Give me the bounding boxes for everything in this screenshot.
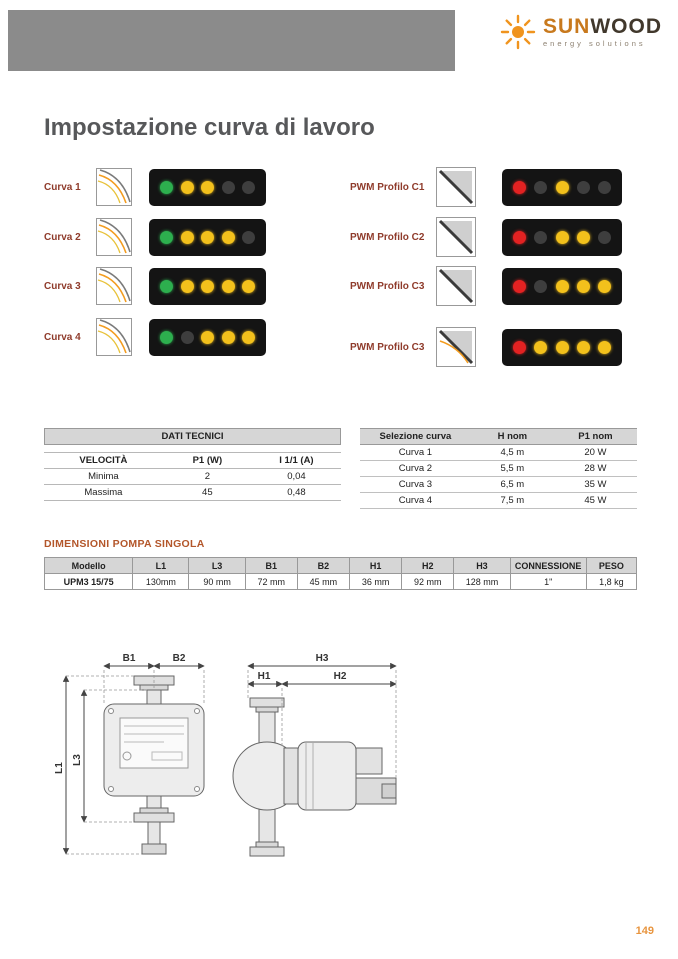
cell-model: UPM3 15/75 — [45, 574, 133, 590]
dim-label-h2: H2 — [333, 671, 347, 682]
led-yellow — [577, 231, 590, 244]
table-row — [360, 493, 637, 509]
cell: 1" — [510, 574, 586, 590]
dim-label-h1: H1 — [257, 671, 271, 682]
cell: 45 W — [554, 493, 637, 509]
led-yellow — [181, 280, 194, 293]
led-off — [242, 231, 255, 244]
led-yellow — [556, 231, 569, 244]
column-header: L1 — [133, 558, 189, 574]
column-header: H3 — [454, 558, 510, 574]
led-yellow — [222, 231, 235, 244]
column-header: CONNESSIONE — [510, 558, 586, 574]
column-header: B1 — [245, 558, 297, 574]
cell: 90 mm — [189, 574, 245, 590]
led-panel — [502, 169, 622, 206]
page-number: 149 — [635, 925, 654, 937]
led-red — [513, 341, 526, 354]
table-row — [360, 477, 637, 493]
cell: Curva 1 — [360, 445, 471, 461]
dim-label-h3: H3 — [315, 653, 329, 664]
led-off — [577, 181, 590, 194]
column-header: Selezione curva — [360, 429, 471, 445]
table-row — [360, 461, 637, 477]
cell: Minima — [44, 469, 163, 485]
led-green — [160, 280, 173, 293]
cell: Massima — [44, 485, 163, 501]
led-panel — [502, 219, 622, 256]
led-panel — [502, 329, 622, 366]
cell: 72 mm — [245, 574, 297, 590]
led-yellow — [201, 231, 214, 244]
pump-dimension-drawing — [52, 648, 407, 888]
curve-row-pwm-c3 — [350, 266, 622, 306]
curve-label: Curva 1 — [44, 181, 81, 193]
page-title: Impostazione curva di lavoro — [44, 114, 375, 141]
dati-tecnici-table — [44, 428, 341, 501]
curve-row-pwm-c1 — [350, 167, 622, 207]
table-header-row — [45, 558, 637, 574]
led-off — [598, 231, 611, 244]
sunwood-logo — [500, 14, 662, 50]
pump-side-view — [233, 698, 396, 856]
cell: 28 W — [554, 461, 637, 477]
column-header: Modello — [45, 558, 133, 574]
column-header: I 1/1 (A) — [252, 453, 341, 469]
pwm-profile-chart-icon — [436, 327, 476, 367]
led-yellow — [201, 280, 214, 293]
dim-label-l3: L3 — [72, 754, 83, 766]
pump-curve-chart-icon — [96, 218, 132, 256]
pump-front-view — [104, 676, 204, 854]
cell: 45 mm — [297, 574, 349, 590]
led-green — [160, 331, 173, 344]
cell: 36 mm — [350, 574, 402, 590]
led-off — [598, 181, 611, 194]
curve-row-curva-2 — [44, 217, 266, 257]
led-panel — [502, 268, 622, 305]
led-off — [181, 331, 194, 344]
led-off — [534, 231, 547, 244]
led-yellow — [222, 280, 235, 293]
table-row — [360, 445, 637, 461]
logo-text — [543, 16, 662, 48]
led-yellow — [201, 331, 214, 344]
column-header: H nom — [471, 429, 554, 445]
table-row — [44, 485, 341, 501]
cell: 0,48 — [252, 485, 341, 501]
cell: 130mm — [133, 574, 189, 590]
curve-row-pwm-c4 — [350, 327, 622, 367]
cell: 5,5 m — [471, 461, 554, 477]
cell: 7,5 m — [471, 493, 554, 509]
led-yellow — [556, 280, 569, 293]
column-header: H2 — [402, 558, 454, 574]
curve-row-curva-3 — [44, 266, 266, 306]
led-yellow — [181, 181, 194, 194]
column-header: P1 (W) — [163, 453, 252, 469]
led-yellow — [201, 181, 214, 194]
cell: 35 W — [554, 477, 637, 493]
brand-name — [543, 16, 662, 37]
cell: Curva 3 — [360, 477, 471, 493]
curve-label: PWM Profilo C3 — [350, 341, 425, 353]
dimensioni-heading: DIMENSIONI POMPA SINGOLA — [44, 538, 205, 550]
led-yellow — [577, 280, 590, 293]
curve-label: Curva 4 — [44, 331, 81, 343]
brand-tagline: energy solutions — [543, 39, 646, 49]
pump-curve-chart-icon — [96, 168, 132, 206]
dim-label-b2: B2 — [172, 653, 186, 664]
led-off — [242, 181, 255, 194]
led-off — [222, 181, 235, 194]
curve-label: Curva 3 — [44, 280, 81, 292]
led-panel — [149, 219, 266, 256]
led-green — [160, 231, 173, 244]
selezione-curva-table — [360, 428, 637, 509]
curve-label: PWM Profilo C3 — [350, 280, 425, 292]
pwm-profile-chart-icon — [436, 266, 476, 306]
led-red — [513, 280, 526, 293]
cell: 1,8 kg — [586, 574, 636, 590]
led-green — [160, 181, 173, 194]
led-yellow — [556, 181, 569, 194]
led-yellow — [556, 341, 569, 354]
table-row — [44, 469, 341, 485]
column-header: H1 — [350, 558, 402, 574]
led-panel — [149, 169, 266, 206]
led-panel — [149, 319, 266, 356]
led-yellow — [577, 341, 590, 354]
pump-curve-chart-icon — [96, 318, 132, 356]
column-header: VELOCITÀ — [44, 453, 163, 469]
sun-icon — [500, 14, 536, 50]
cell: 20 W — [554, 445, 637, 461]
cell: Curva 2 — [360, 461, 471, 477]
column-header: B2 — [297, 558, 349, 574]
cell: 2 — [163, 469, 252, 485]
led-yellow — [534, 341, 547, 354]
dim-label-l1: L1 — [54, 762, 65, 774]
led-red — [513, 181, 526, 194]
table-header-row — [360, 429, 637, 445]
led-yellow — [242, 280, 255, 293]
led-panel — [149, 268, 266, 305]
led-yellow — [598, 280, 611, 293]
led-yellow — [222, 331, 235, 344]
pump-curve-chart-icon — [96, 267, 132, 305]
cell: 4,5 m — [471, 445, 554, 461]
curve-label: Curva 2 — [44, 231, 81, 243]
dimensioni-table — [44, 557, 637, 590]
table-row — [45, 574, 637, 590]
curve-label: PWM Profilo C1 — [350, 181, 425, 193]
curve-row-curva-1 — [44, 167, 266, 207]
column-header: P1 nom — [554, 429, 637, 445]
cell: 128 mm — [454, 574, 510, 590]
pwm-profile-chart-icon — [436, 167, 476, 207]
dim-label-b1: B1 — [122, 653, 136, 664]
dati-tecnici-title: DATI TECNICI — [44, 428, 341, 445]
pwm-profile-chart-icon — [436, 217, 476, 257]
brand-sun: SUN — [543, 15, 591, 39]
led-off — [534, 280, 547, 293]
led-off — [534, 181, 547, 194]
curve-row-pwm-c2 — [350, 217, 622, 257]
led-yellow — [598, 341, 611, 354]
table-header-row — [44, 453, 341, 469]
column-header: L3 — [189, 558, 245, 574]
led-yellow — [181, 231, 194, 244]
curve-label: PWM Profilo C2 — [350, 231, 425, 243]
curve-row-curva-4 — [44, 317, 266, 357]
header-bar — [8, 10, 455, 71]
brand-wood: WOOD — [590, 15, 662, 39]
led-yellow — [242, 331, 255, 344]
cell: 0,04 — [252, 469, 341, 485]
cell: 6,5 m — [471, 477, 554, 493]
cell: Curva 4 — [360, 493, 471, 509]
cell: 45 — [163, 485, 252, 501]
cell: 92 mm — [402, 574, 454, 590]
column-header: PESO — [586, 558, 636, 574]
led-red — [513, 231, 526, 244]
